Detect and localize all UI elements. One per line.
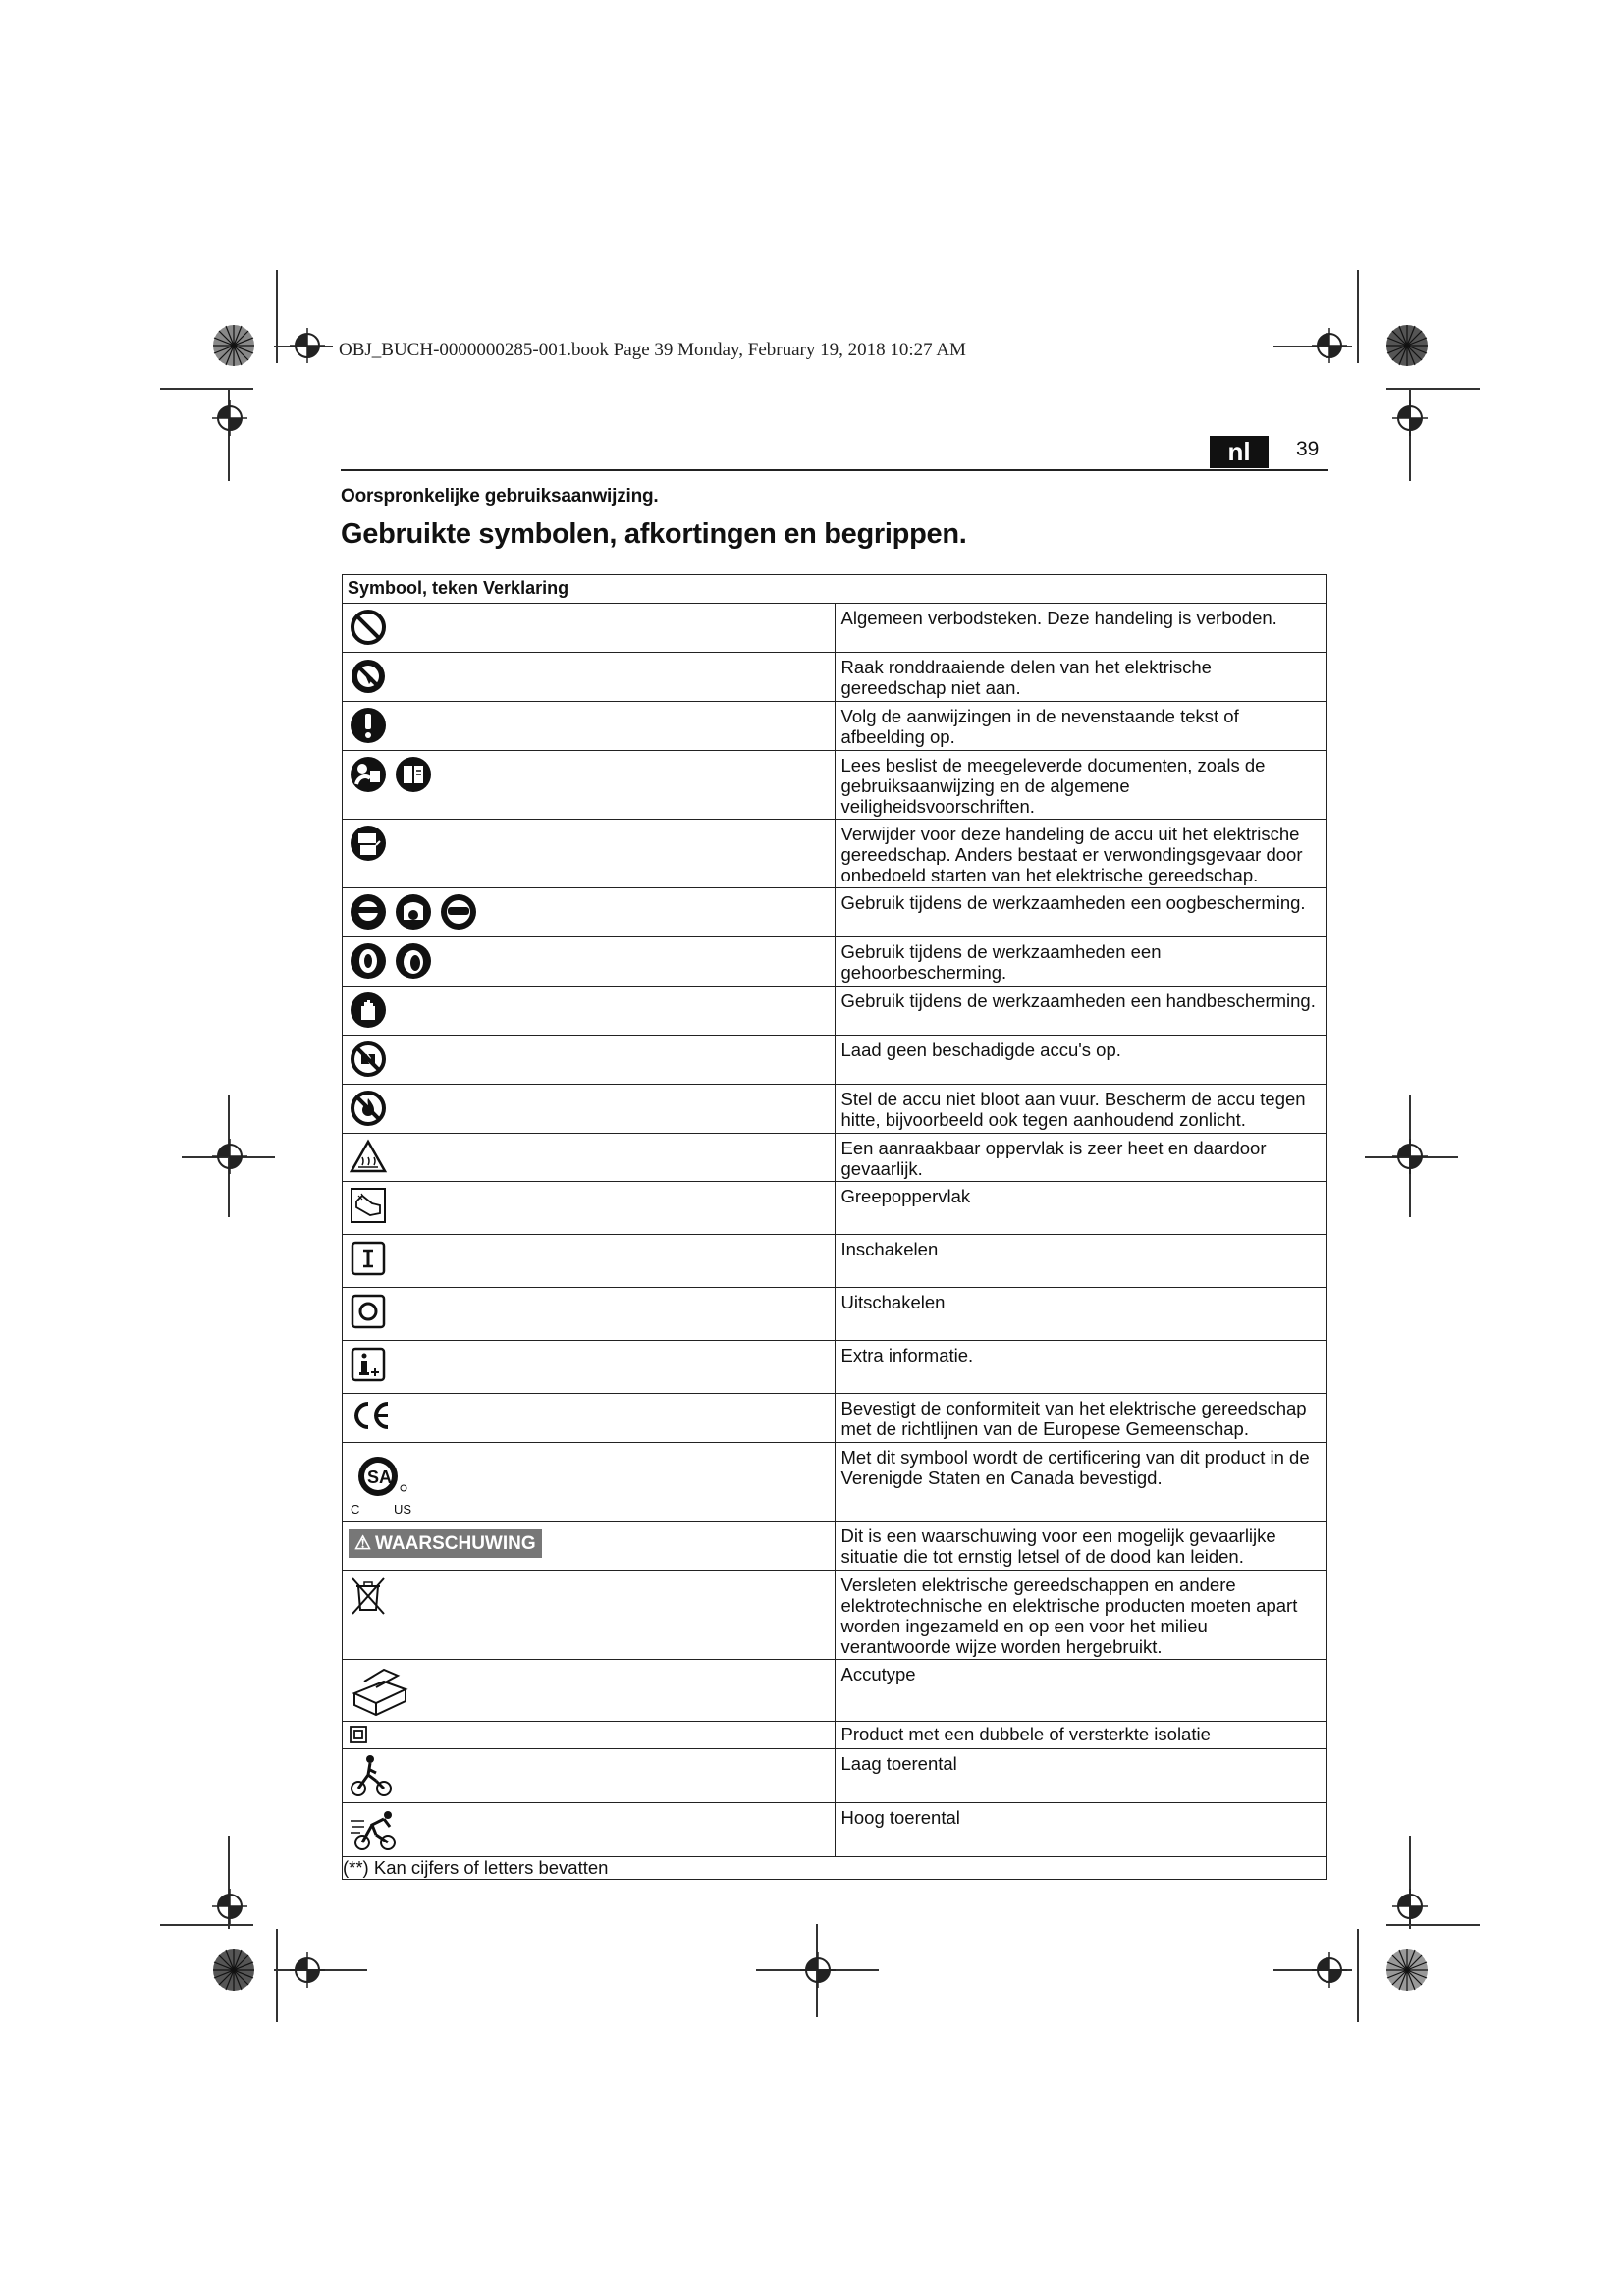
registration-mark-icon — [1312, 1952, 1347, 1988]
row-description: Gebruik tijdens de werkzaamheden een handbescherming. — [835, 987, 1327, 1036]
info-plus-icon — [349, 1345, 388, 1384]
table-row — [343, 987, 1327, 1036]
ear-muffs-icon — [394, 941, 433, 981]
registration-mark-icon — [1392, 1889, 1428, 1924]
color-target-icon — [1385, 324, 1429, 367]
table-row — [343, 1182, 1327, 1235]
registration-mark-icon — [212, 400, 247, 436]
row-description: Volg de aanwijzingen in de nevenstaande tekst of afbeelding op. — [835, 702, 1327, 751]
row-description: Versleten elektrische gereedschappen en andere elektrotechnische en elektrische producten moeten apart worden ingezameld en op een voor het milieu verantwoorde wijze worden hergebruikt. — [835, 1571, 1327, 1660]
do-not-touch-rotating-parts-icon — [349, 657, 388, 696]
svg-text:SA: SA — [367, 1468, 393, 1487]
row-description: Verwijder voor deze handeling de accu uit het elektrische gereedschap. Anders bestaat er verwondingsgevaar door onbedoeld starten van het elektrische gereedschap. — [835, 820, 1327, 888]
csa-certification-icon — [349, 1447, 427, 1516]
table-row — [343, 1522, 1327, 1571]
table-footnote-row — [343, 1857, 1327, 1880]
row-description: Hoog toerental — [835, 1803, 1327, 1857]
face-protection-icon — [394, 892, 433, 932]
table-row — [343, 1571, 1327, 1660]
row-description: Een aanraakbaar oppervlak is zeer heet en daardoor gevaarlijk. — [835, 1134, 1327, 1182]
row-description: Greepoppervlak — [835, 1182, 1327, 1235]
table-header: Symbool, teken Verklaring — [343, 575, 1327, 604]
page-number: 39 — [1296, 438, 1320, 460]
warning-banner-icon: ⚠ WAARSCHUWING — [349, 1529, 542, 1558]
page-title: Gebruikte symbolen, afkortingen en begrippen. — [341, 518, 967, 550]
row-description: Met dit symbool wordt de certificering van dit product in de Verenigde Staten en Canada bevestigd. — [835, 1443, 1327, 1522]
table-row — [343, 1085, 1327, 1134]
hand-protection-icon — [349, 990, 388, 1030]
row-description: Laag toerental — [835, 1749, 1327, 1803]
switch-on-icon — [349, 1239, 388, 1278]
row-description: Raak ronddraaiende delen van het elektrische gereedschap niet aan. — [835, 653, 1327, 702]
language-badge: nl — [1210, 436, 1269, 468]
prohibition-icon — [349, 608, 388, 647]
row-description: Stel de accu niet bloot aan vuur. Bescherm de accu tegen hitte, bijvoorbeeld ook tegen aanhoudend zonlicht. — [835, 1085, 1327, 1134]
print-slug: OBJ_BUCH-0000000285-001.book Page 39 Monday, February 19, 2018 10:27 AM — [339, 340, 966, 360]
hot-surface-warning-icon — [349, 1138, 388, 1175]
registration-mark-icon — [1392, 400, 1428, 436]
table-row — [343, 1036, 1327, 1085]
row-description: Product met een dubbele of versterkte isolatie — [835, 1722, 1327, 1749]
row-description: Gebruik tijdens de werkzaamheden een oogbescherming. — [835, 888, 1327, 937]
row-description: Accutype — [835, 1660, 1327, 1722]
grip-surface-icon — [349, 1186, 388, 1225]
registration-mark-icon — [212, 1139, 247, 1174]
color-target-icon — [212, 1949, 255, 1992]
header-rule — [341, 469, 1328, 471]
table-footnote: (**) Kan cijfers of letters bevatten — [343, 1857, 1327, 1880]
no-fire-battery-icon — [349, 1089, 388, 1128]
registration-mark-icon — [290, 328, 325, 363]
double-insulation-icon — [349, 1725, 368, 1744]
registration-mark-icon — [1392, 1139, 1428, 1174]
row-description: Dit is een waarschuwing voor een mogelijk gevaarlijke situatie die tot ernstig letsel of de dood kan leiden. — [835, 1522, 1327, 1571]
table-row — [343, 1134, 1327, 1182]
svg-text:US: US — [394, 1502, 412, 1516]
row-description: Laad geen beschadigde accu's op. — [835, 1036, 1327, 1085]
table-row — [343, 653, 1327, 702]
table-header-row — [343, 575, 1327, 604]
row-description: Bevestigt de conformiteit van het elektrische gereedschap met de richtlijnen van de Europese Gemeenschap. — [835, 1394, 1327, 1443]
read-manual-book-icon — [394, 755, 433, 794]
read-manual-person-icon — [349, 755, 388, 794]
table-row — [343, 1341, 1327, 1394]
registration-mark-icon — [290, 1952, 325, 1988]
remove-battery-icon — [349, 824, 388, 863]
table-row — [343, 937, 1327, 987]
table-row — [343, 820, 1327, 888]
svg-text:C: C — [351, 1502, 360, 1516]
table-row — [343, 1660, 1327, 1722]
row-description: Uitschakelen — [835, 1288, 1327, 1341]
weee-crossed-bin-icon — [349, 1575, 388, 1618]
warning-banner-label: WAARSCHUWING — [375, 1533, 536, 1554]
table-row — [343, 888, 1327, 937]
row-description: Lees beslist de meegeleverde documenten, zoals de gebruiksaanwijzing en de algemene veiligheidsvoorschriften. — [835, 751, 1327, 820]
goggles-icon — [439, 892, 478, 932]
no-charging-damaged-battery-icon — [349, 1040, 388, 1079]
row-description: Inschakelen — [835, 1235, 1327, 1288]
table-row — [343, 1235, 1327, 1288]
table-row — [343, 1288, 1327, 1341]
symbols-table — [342, 574, 1327, 1880]
document-subtitle: Oorspronkelijke gebruiksaanwijzing. — [341, 486, 659, 507]
ear-protection-icon — [349, 941, 388, 981]
color-target-icon — [212, 324, 255, 367]
battery-pack-icon — [349, 1664, 411, 1717]
eye-protection-icon — [349, 892, 388, 932]
registration-mark-icon — [800, 1952, 836, 1988]
table-row — [343, 1803, 1327, 1857]
registration-mark-icon — [212, 1889, 247, 1924]
row-description: Algemeen verbodsteken. Deze handeling is verboden. — [835, 604, 1327, 653]
color-target-icon — [1385, 1949, 1429, 1992]
ce-mark-icon — [349, 1398, 394, 1433]
row-description: Gebruik tijdens de werkzaamheden een gehoorbescherming. — [835, 937, 1327, 987]
table-row — [343, 1394, 1327, 1443]
switch-off-icon — [349, 1292, 388, 1331]
low-speed-cyclist-icon — [349, 1753, 398, 1798]
high-speed-cyclist-icon — [349, 1807, 404, 1852]
mandatory-exclamation-icon — [349, 706, 388, 745]
table-row — [343, 751, 1327, 820]
table-row — [343, 1722, 1327, 1749]
row-description: Extra informatie. — [835, 1341, 1327, 1394]
registration-mark-icon — [1312, 328, 1347, 363]
table-row — [343, 702, 1327, 751]
table-row — [343, 1443, 1327, 1522]
table-row — [343, 1749, 1327, 1803]
table-row — [343, 604, 1327, 653]
